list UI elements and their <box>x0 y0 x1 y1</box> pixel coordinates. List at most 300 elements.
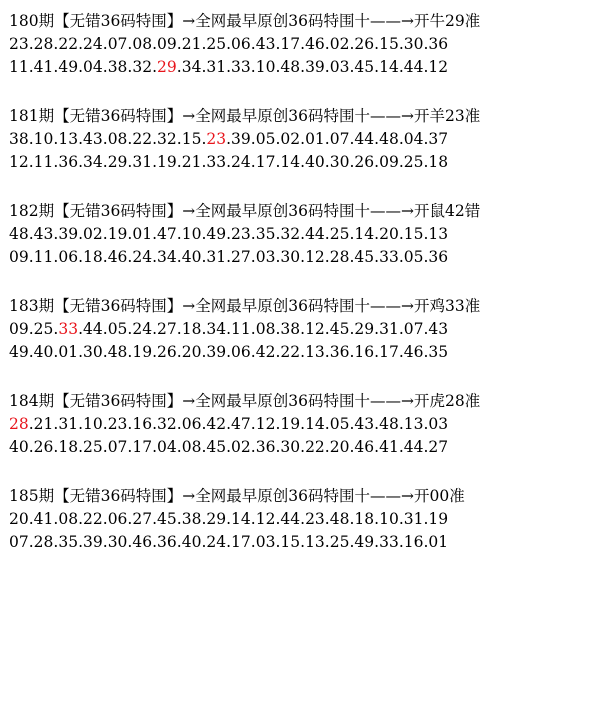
number: 10 <box>83 415 103 433</box>
separator: . <box>275 320 281 338</box>
separator: . <box>324 248 330 266</box>
separator: . <box>300 35 306 53</box>
number: 17 <box>132 438 153 456</box>
number: 38 <box>107 58 128 76</box>
separator: . <box>201 153 207 171</box>
number: 03 <box>255 533 276 551</box>
separator: . <box>201 533 207 551</box>
number: 28 <box>33 35 54 53</box>
separator: . <box>201 225 207 243</box>
separator: . <box>152 533 158 551</box>
separator: . <box>374 248 380 266</box>
separator: . <box>250 343 256 361</box>
separator: . <box>423 58 429 76</box>
separator: . <box>78 225 84 243</box>
separator: . <box>226 510 232 528</box>
number: 30 <box>403 35 424 53</box>
number: 43 <box>83 130 103 148</box>
number: 20 <box>379 225 399 243</box>
separator: . <box>78 320 84 338</box>
number: 10 <box>255 58 276 76</box>
number: 45 <box>329 320 350 338</box>
separator: . <box>28 58 34 76</box>
separator: . <box>152 438 158 456</box>
number: 23 <box>231 225 251 243</box>
separator: . <box>398 153 404 171</box>
number: 13 <box>305 343 325 361</box>
separator: . <box>53 320 59 338</box>
separator: . <box>423 438 429 456</box>
separator: . <box>28 320 34 338</box>
separator: . <box>250 415 256 433</box>
number: 18 <box>181 320 202 338</box>
number: 05 <box>403 248 424 266</box>
separator: . <box>176 533 182 551</box>
number: 26 <box>157 343 177 361</box>
number: 49 <box>9 343 29 361</box>
number: 29 <box>107 153 128 171</box>
number: 20 <box>181 343 202 361</box>
number: 12 <box>305 320 325 338</box>
separator: . <box>127 130 133 148</box>
number: 27 <box>428 438 449 456</box>
separator: . <box>201 438 207 456</box>
number: 23 <box>305 510 325 528</box>
number: 29 <box>206 510 227 528</box>
separator: . <box>275 248 281 266</box>
separator: . <box>398 343 404 361</box>
separator: . <box>374 533 380 551</box>
number: 34 <box>181 58 202 76</box>
number: 23 <box>206 130 227 148</box>
separator: . <box>324 58 330 76</box>
separator: . <box>53 533 59 551</box>
number: 24 <box>83 35 103 53</box>
number: 43 <box>255 35 276 53</box>
separator: . <box>176 438 182 456</box>
separator: . <box>423 153 429 171</box>
number: 08 <box>255 320 276 338</box>
number: 15 <box>280 533 301 551</box>
number: 46 <box>107 248 128 266</box>
separator: . <box>275 58 281 76</box>
separator: . <box>250 153 256 171</box>
separator: . <box>102 225 108 243</box>
separator: . <box>28 225 34 243</box>
separator: . <box>275 343 281 361</box>
period-title: 182期【无错36码特围】→全网最早原创36码特围十——→开鼠42错 <box>9 202 481 220</box>
number: 05 <box>107 320 128 338</box>
separator: . <box>398 58 404 76</box>
number: 21 <box>33 415 54 433</box>
number: 12 <box>428 58 449 76</box>
separator: . <box>423 225 429 243</box>
number: 32 <box>157 130 177 148</box>
number: 26 <box>33 438 54 456</box>
number: 17 <box>379 343 399 361</box>
separator: . <box>324 153 330 171</box>
number: 36 <box>255 438 276 456</box>
number: 37 <box>428 130 449 148</box>
number: 14 <box>354 225 375 243</box>
number: 45 <box>354 248 375 266</box>
number: 12 <box>255 415 276 433</box>
separator: . <box>349 35 355 53</box>
number: 27 <box>231 248 251 266</box>
separator: . <box>53 438 59 456</box>
number-row <box>9 508 595 531</box>
number: 44 <box>83 320 103 338</box>
separator: . <box>152 320 158 338</box>
number-row <box>9 151 595 174</box>
separator: . <box>78 343 84 361</box>
number: 01 <box>132 225 153 243</box>
separator: . <box>398 533 404 551</box>
number: 26 <box>354 35 375 53</box>
separator: . <box>374 35 380 53</box>
number: 07 <box>9 533 29 551</box>
separator: . <box>152 248 158 266</box>
separator: . <box>226 225 232 243</box>
number: 41 <box>33 58 54 76</box>
number: 12 <box>9 153 29 171</box>
number: 25 <box>206 35 227 53</box>
separator: . <box>53 35 59 53</box>
separator: . <box>127 225 133 243</box>
number: 30 <box>83 343 103 361</box>
number: 21 <box>181 35 202 53</box>
separator: . <box>53 130 59 148</box>
number: 12 <box>255 510 276 528</box>
number: 48 <box>9 225 29 243</box>
separator: . <box>102 438 108 456</box>
number: 04 <box>403 130 424 148</box>
number: 23 <box>9 35 29 53</box>
separator: . <box>176 153 182 171</box>
number: 17 <box>231 533 251 551</box>
number: 46 <box>354 438 375 456</box>
separator: . <box>78 130 84 148</box>
separator: . <box>78 35 84 53</box>
number: 11 <box>33 248 54 266</box>
separator: . <box>226 58 232 76</box>
separator: . <box>28 248 34 266</box>
number-row <box>9 413 595 436</box>
number: 31 <box>132 153 153 171</box>
separator: . <box>53 510 59 528</box>
number: 10 <box>379 510 399 528</box>
separator: . <box>275 153 281 171</box>
separator: . <box>152 343 158 361</box>
number: 08 <box>107 130 128 148</box>
number: 35 <box>428 343 449 361</box>
number: 25 <box>83 438 103 456</box>
number-row <box>9 56 595 79</box>
number: 04 <box>83 58 103 76</box>
separator: . <box>176 248 182 266</box>
separator: . <box>250 58 256 76</box>
separator: . <box>300 343 306 361</box>
number: 08 <box>132 35 153 53</box>
number: 41 <box>379 438 399 456</box>
number: 03 <box>329 58 350 76</box>
separator: . <box>201 320 207 338</box>
separator: . <box>324 415 330 433</box>
separator: . <box>78 533 84 551</box>
number: 28 <box>329 248 350 266</box>
separator: . <box>28 415 34 433</box>
number: 38 <box>181 510 202 528</box>
number: 36 <box>428 248 449 266</box>
separator: . <box>423 130 429 148</box>
separator: . <box>78 438 84 456</box>
number: 06 <box>181 415 202 433</box>
number: 27 <box>132 510 153 528</box>
separator: . <box>53 225 59 243</box>
number: 24 <box>132 320 153 338</box>
number: 07 <box>107 438 128 456</box>
number: 24 <box>132 248 153 266</box>
separator: . <box>152 130 158 148</box>
number: 47 <box>231 415 251 433</box>
separator: . <box>275 225 281 243</box>
number: 47 <box>157 225 177 243</box>
number: 39 <box>58 225 79 243</box>
number: 34 <box>157 248 177 266</box>
separator: . <box>226 248 232 266</box>
number: 15 <box>403 225 424 243</box>
number: 46 <box>132 533 153 551</box>
separator: . <box>53 153 59 171</box>
number: 39 <box>83 533 103 551</box>
number: 08 <box>58 510 79 528</box>
number: 42 <box>255 343 276 361</box>
separator: . <box>102 35 108 53</box>
number: 38 <box>280 320 301 338</box>
separator: . <box>275 438 281 456</box>
number: 13 <box>428 225 449 243</box>
number: 26 <box>354 153 375 171</box>
number: 40 <box>9 438 29 456</box>
separator: . <box>201 35 207 53</box>
separator: . <box>423 320 429 338</box>
number: 24 <box>206 533 227 551</box>
number: 20 <box>9 510 29 528</box>
number: 40 <box>181 248 202 266</box>
separator: . <box>53 415 59 433</box>
separator: . <box>28 35 34 53</box>
number: 35 <box>255 225 276 243</box>
separator: . <box>127 153 133 171</box>
number: 27 <box>157 320 177 338</box>
separator: . <box>28 438 34 456</box>
number: 11 <box>9 58 29 76</box>
number: 19 <box>107 225 128 243</box>
number-row <box>9 223 595 246</box>
number: 33 <box>379 248 399 266</box>
separator: . <box>275 533 281 551</box>
separator: . <box>226 320 232 338</box>
separator: . <box>349 415 355 433</box>
number: 09 <box>9 248 29 266</box>
number: 44 <box>403 438 424 456</box>
separator: . <box>226 35 232 53</box>
period-block <box>9 390 595 459</box>
number: 44 <box>403 58 424 76</box>
separator: . <box>152 153 158 171</box>
separator: . <box>349 438 355 456</box>
separator: . <box>127 438 133 456</box>
number: 02 <box>329 35 350 53</box>
number-row <box>9 531 595 554</box>
separator: . <box>398 320 404 338</box>
separator: . <box>176 343 182 361</box>
number: 40 <box>33 343 54 361</box>
separator: . <box>250 248 256 266</box>
number: 39 <box>231 130 251 148</box>
number: 33 <box>58 320 79 338</box>
separator: . <box>226 438 232 456</box>
separator: . <box>275 510 281 528</box>
number: 31 <box>403 510 424 528</box>
number: 02 <box>231 438 251 456</box>
separator: . <box>250 510 256 528</box>
separator: . <box>226 153 232 171</box>
number: 44 <box>280 510 301 528</box>
number: 44 <box>305 225 325 243</box>
separator: . <box>152 225 158 243</box>
separator: . <box>374 415 380 433</box>
separator: . <box>176 130 182 148</box>
separator: . <box>152 35 158 53</box>
separator: . <box>28 343 34 361</box>
separator: . <box>102 130 108 148</box>
number: 35 <box>58 533 79 551</box>
number: 16 <box>354 343 375 361</box>
number-row <box>9 33 595 56</box>
number: 28 <box>9 415 29 433</box>
separator: . <box>127 533 133 551</box>
number: 01 <box>58 343 79 361</box>
separator: . <box>324 510 330 528</box>
number-row <box>9 128 595 151</box>
number: 36 <box>58 153 79 171</box>
number: 10 <box>33 130 54 148</box>
number: 45 <box>157 510 177 528</box>
number: 33 <box>379 533 399 551</box>
separator: . <box>349 130 355 148</box>
number: 21 <box>181 153 202 171</box>
number: 13 <box>305 533 325 551</box>
number: 34 <box>206 320 227 338</box>
number: 39 <box>305 58 325 76</box>
number: 36 <box>428 35 449 53</box>
number: 18 <box>58 438 79 456</box>
separator: . <box>300 320 306 338</box>
number: 39 <box>206 343 227 361</box>
number: 04 <box>157 438 177 456</box>
number: 33 <box>206 153 227 171</box>
number: 31 <box>58 415 79 433</box>
separator: . <box>324 35 330 53</box>
separator: . <box>349 153 355 171</box>
separator: . <box>300 533 306 551</box>
number: 05 <box>255 130 276 148</box>
number: 22 <box>280 343 301 361</box>
separator: . <box>275 415 281 433</box>
number: 15 <box>379 35 399 53</box>
separator: . <box>127 510 133 528</box>
number: 16 <box>132 415 153 433</box>
number: 08 <box>181 438 202 456</box>
separator: . <box>250 130 256 148</box>
separator: . <box>78 58 84 76</box>
number: 48 <box>379 130 399 148</box>
separator: . <box>300 438 306 456</box>
separator: . <box>374 510 380 528</box>
period-title: 184期【无错36码特围】→全网最早原创36码特围十——→开虎28准 <box>9 392 481 410</box>
number: 06 <box>58 248 79 266</box>
number: 01 <box>428 533 449 551</box>
number: 36 <box>329 343 350 361</box>
separator: . <box>324 533 330 551</box>
separator: . <box>201 415 207 433</box>
period-title: 183期【无错36码特围】→全网最早原创36码特围十——→开鸡33准 <box>9 297 481 315</box>
separator: . <box>374 438 380 456</box>
separator: . <box>423 248 429 266</box>
separator: . <box>127 35 133 53</box>
number: 17 <box>255 153 276 171</box>
number: 18 <box>83 248 103 266</box>
number: 24 <box>231 153 251 171</box>
separator: . <box>152 58 158 76</box>
number: 19 <box>157 153 177 171</box>
number: 25 <box>329 533 350 551</box>
separator: . <box>201 343 207 361</box>
separator: . <box>250 438 256 456</box>
number: 16 <box>403 533 424 551</box>
separator: . <box>28 130 34 148</box>
period-title: 180期【无错36码特围】→全网最早原创36码特围十——→开牛29准 <box>9 12 481 30</box>
period-block <box>9 200 595 269</box>
number: 07 <box>107 35 128 53</box>
separator: . <box>324 343 330 361</box>
separator: . <box>423 35 429 53</box>
separator: . <box>423 510 429 528</box>
separator: . <box>176 415 182 433</box>
number: 48 <box>329 510 350 528</box>
separator: . <box>398 510 404 528</box>
number: 25 <box>403 153 424 171</box>
separator: . <box>102 533 108 551</box>
number: 05 <box>329 415 350 433</box>
separator: . <box>250 225 256 243</box>
number: 49 <box>206 225 227 243</box>
separator: . <box>127 58 133 76</box>
separator: . <box>78 510 84 528</box>
number: 41 <box>33 510 54 528</box>
separator: . <box>102 248 108 266</box>
number: 09 <box>9 320 29 338</box>
separator: . <box>349 248 355 266</box>
separator: . <box>374 320 380 338</box>
separator: . <box>324 130 330 148</box>
number: 02 <box>83 225 103 243</box>
separator: . <box>226 343 232 361</box>
separator: . <box>127 248 133 266</box>
number: 49 <box>354 533 375 551</box>
number: 43 <box>33 225 54 243</box>
